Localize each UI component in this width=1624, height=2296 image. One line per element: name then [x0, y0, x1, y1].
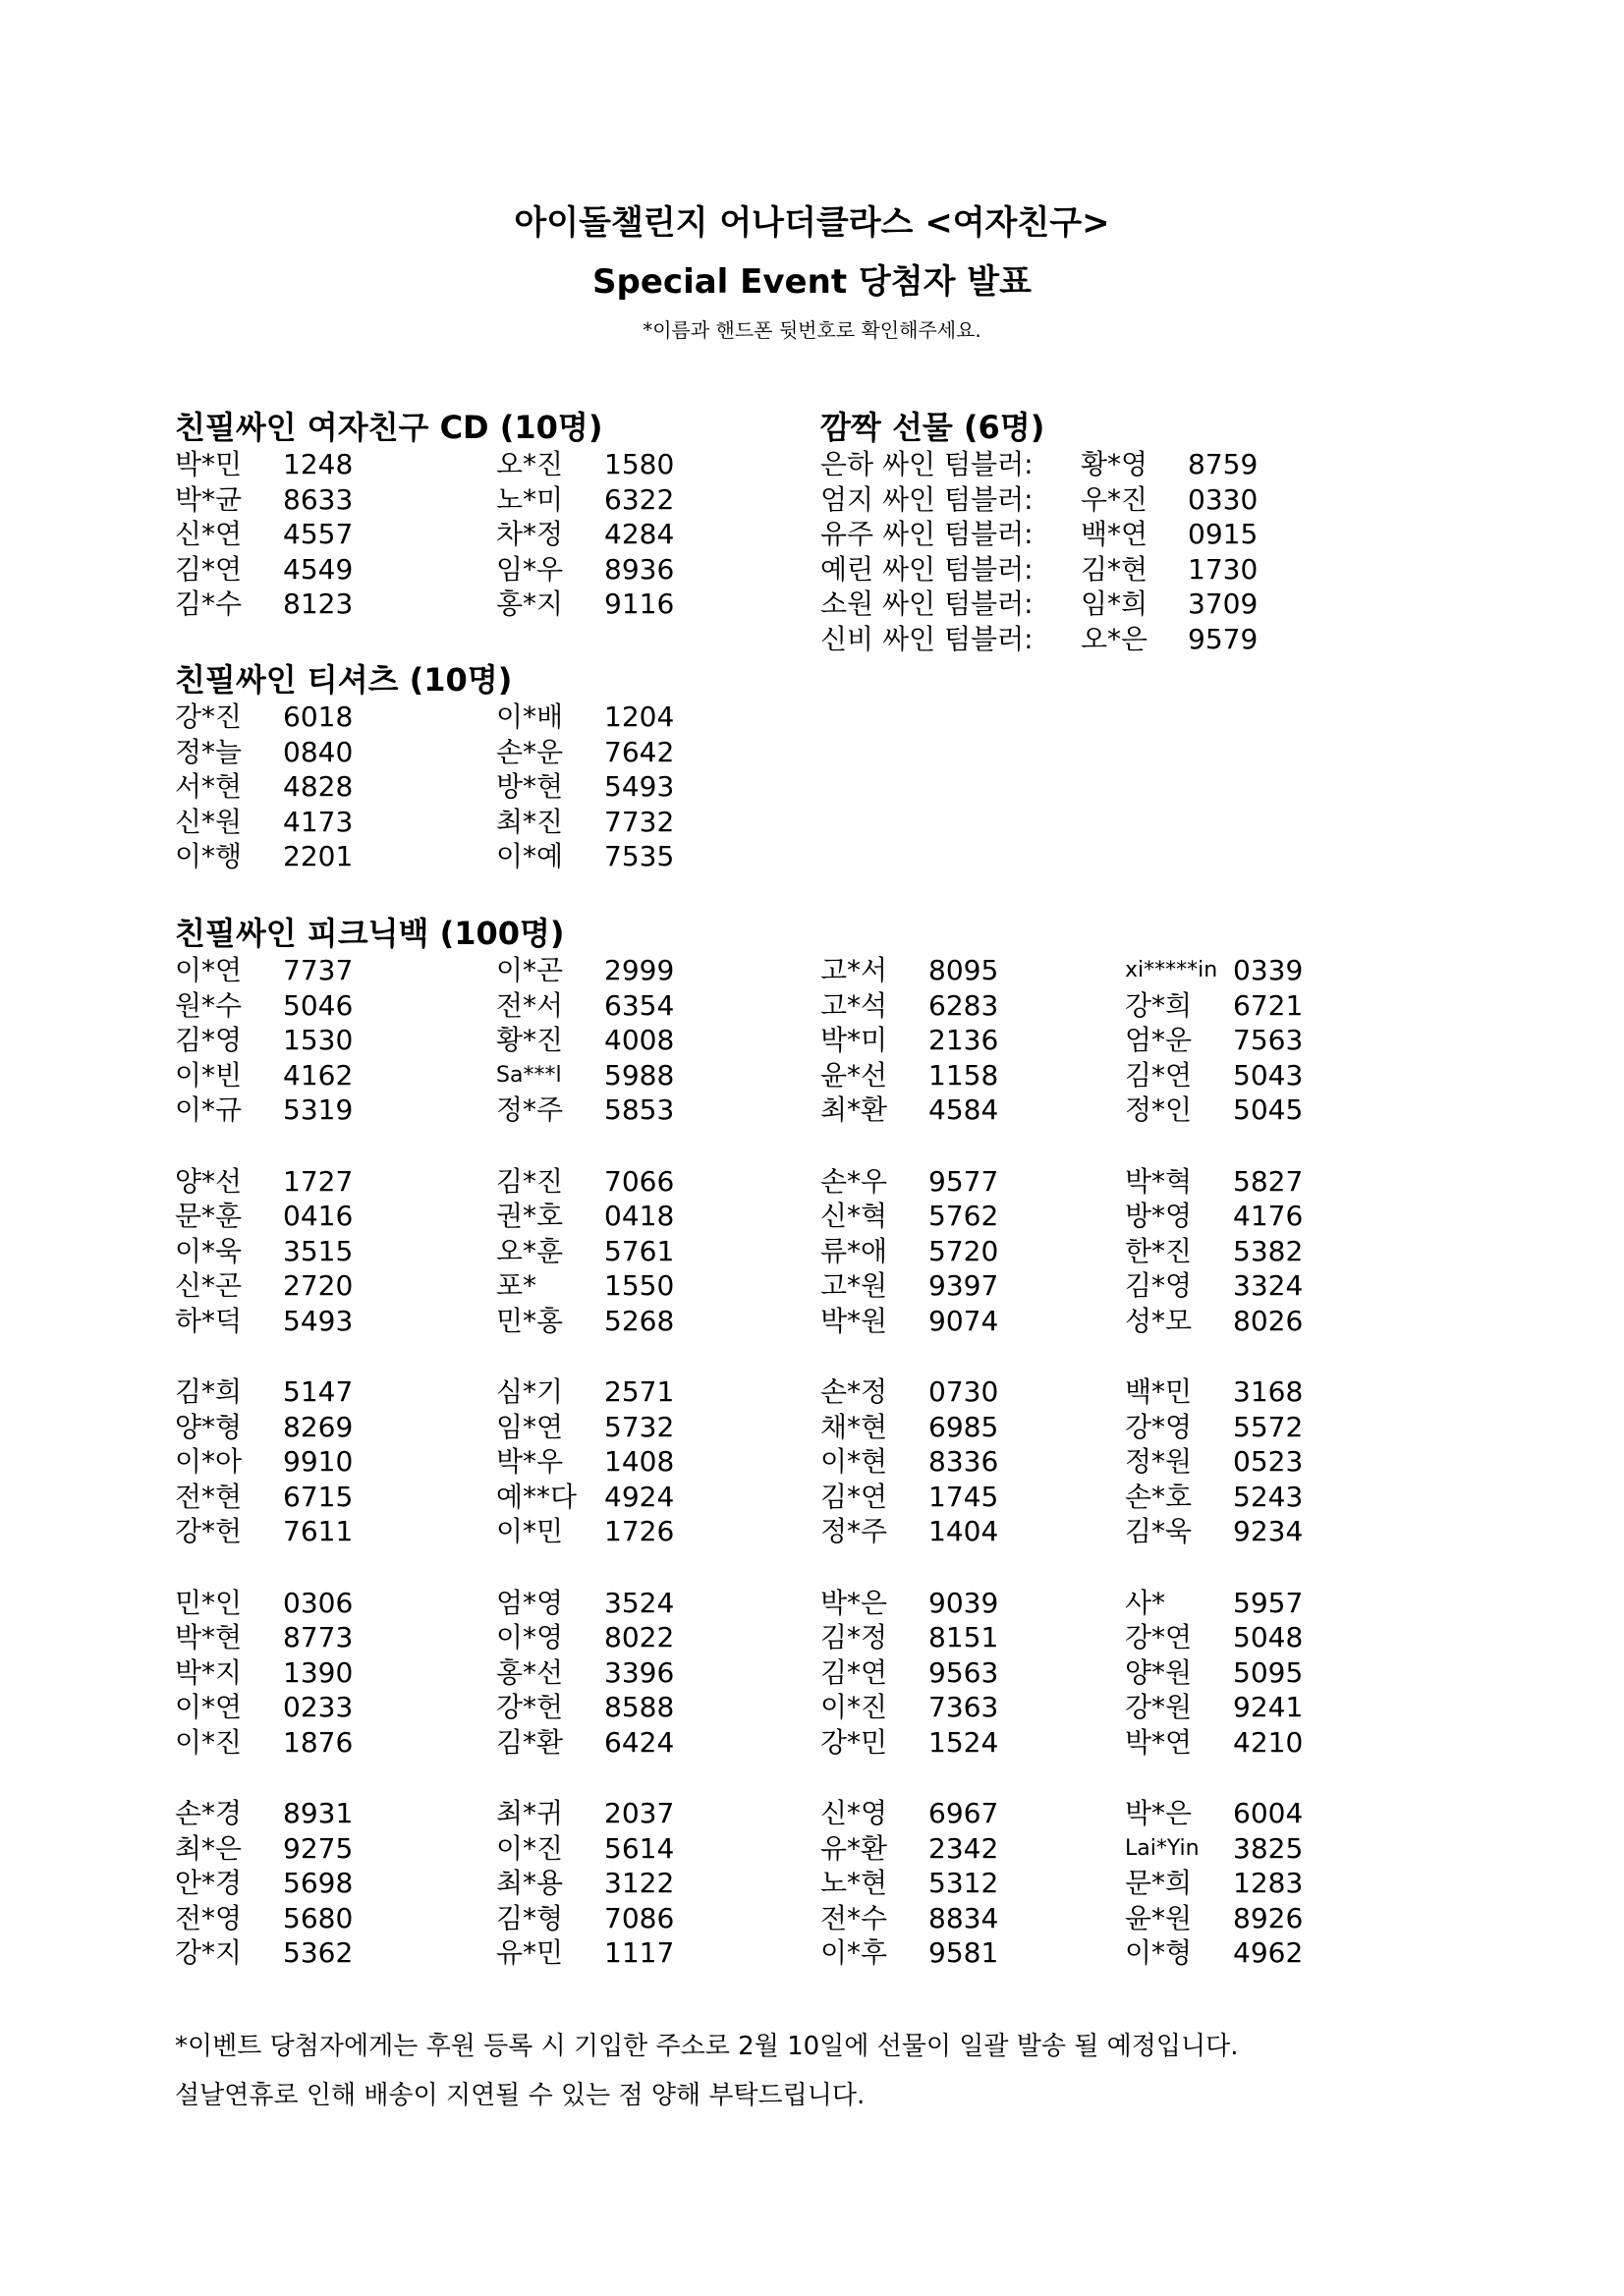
winner-name: 이*예: [496, 840, 564, 873]
phone-suffix: 4584: [928, 1093, 999, 1127]
phone-suffix: 2999: [604, 954, 675, 986]
phone-suffix: 5732: [604, 1410, 675, 1443]
winner-name: 김*영: [1125, 1269, 1193, 1303]
winner-name: 정*주: [496, 1093, 564, 1127]
winner-name: 서*현: [175, 770, 243, 804]
winner-name: 엄*영: [496, 1586, 564, 1619]
phone-suffix: 6715: [283, 1480, 354, 1513]
phone-suffix: 2037: [604, 1797, 675, 1829]
winner-name: 이*행: [175, 840, 243, 873]
winner-name: 이*진: [496, 1831, 564, 1865]
winner-name: 홍*지: [496, 588, 564, 621]
phone-suffix: 5614: [604, 1831, 675, 1865]
winner-name: 이*아: [175, 1445, 243, 1479]
phone-suffix: 0523: [1233, 1445, 1304, 1479]
phone-suffix: 9910: [283, 1445, 354, 1479]
phone-suffix: 8936: [604, 552, 675, 586]
winner-name: 양*원: [1125, 1655, 1193, 1689]
winner-name: 방*영: [1125, 1200, 1193, 1233]
winner-name: 강*희: [1125, 988, 1193, 1022]
phone-suffix: 8095: [928, 954, 999, 986]
phone-suffix: 0233: [283, 1691, 354, 1724]
winner-name: 홍*선: [496, 1655, 564, 1689]
winner-name: 최*은: [175, 1831, 243, 1865]
phone-suffix: 8834: [928, 1901, 999, 1934]
winner-name: 이*곤: [496, 954, 564, 986]
winner-name: xi*****in: [1125, 958, 1218, 982]
phone-suffix: 9039: [928, 1586, 999, 1619]
phone-suffix: 2201: [283, 840, 354, 873]
winner-name: 전*수: [820, 1901, 888, 1934]
phone-suffix: 8123: [283, 588, 354, 621]
phone-suffix: 1730: [1188, 552, 1259, 586]
phone-suffix: 2342: [928, 1831, 999, 1865]
winner-name: 임*희: [1081, 588, 1148, 621]
winner-name: 예**다: [496, 1480, 578, 1513]
phone-suffix: 2720: [283, 1269, 354, 1303]
phone-suffix: 4210: [1233, 1725, 1304, 1759]
gift-item: 유주 싸인 텀블러:: [820, 518, 1034, 551]
phone-suffix: 8022: [604, 1621, 675, 1654]
phone-suffix: 5046: [283, 988, 354, 1022]
winner-name: 김*영: [175, 1024, 243, 1057]
phone-suffix: 8336: [928, 1445, 999, 1479]
phone-suffix: 5362: [283, 1936, 354, 1970]
winner-name: 신*영: [820, 1797, 888, 1829]
phone-suffix: 5268: [604, 1304, 675, 1337]
phone-suffix: 1390: [283, 1655, 354, 1689]
phone-suffix: 5827: [1233, 1164, 1304, 1198]
winner-name: 김*연: [820, 1655, 888, 1689]
gift-item: 예린 싸인 텀블러:: [820, 552, 1034, 586]
winner-name: 최*진: [496, 805, 564, 838]
phone-suffix: 7732: [604, 805, 675, 838]
winner-name: 임*우: [496, 552, 564, 586]
winner-name: Sa***l: [496, 1062, 562, 1088]
phone-suffix: 4284: [604, 518, 675, 551]
phone-suffix: 9116: [604, 588, 675, 621]
winner-name: 박*우: [496, 1445, 564, 1479]
phone-suffix: 4176: [1233, 1200, 1304, 1233]
page-title-line1: 아이돌챌린지 어나더클라스 <여자친구>: [514, 203, 1110, 243]
winner-name: 정*원: [1125, 1445, 1193, 1479]
winner-name: 박*은: [1125, 1797, 1193, 1829]
phone-suffix: 0915: [1188, 518, 1259, 551]
phone-suffix: 1876: [283, 1725, 354, 1759]
phone-suffix: 4962: [1233, 1936, 1304, 1970]
phone-suffix: 9074: [928, 1304, 999, 1337]
gift-item: 은하 싸인 텀블러:: [820, 448, 1034, 480]
phone-suffix: 5493: [283, 1304, 354, 1337]
section-title-cd: 친필싸인 여자친구 CD (10명): [175, 409, 603, 446]
winner-name: 원*수: [175, 988, 243, 1022]
winner-name: 이*진: [820, 1691, 888, 1724]
phone-suffix: 5853: [604, 1093, 675, 1127]
phone-suffix: 0339: [1233, 954, 1304, 986]
winner-name: 양*형: [175, 1410, 243, 1443]
phone-suffix: 6018: [283, 700, 354, 733]
phone-suffix: 3396: [604, 1655, 675, 1689]
winner-name: 황*진: [496, 1024, 564, 1057]
phone-suffix: 6985: [928, 1410, 999, 1443]
phone-suffix: 8151: [928, 1621, 999, 1654]
winner-name: 김*환: [496, 1725, 564, 1759]
phone-suffix: 1524: [928, 1725, 999, 1759]
phone-suffix: 8926: [1233, 1901, 1304, 1934]
winner-name: 손*우: [820, 1164, 888, 1198]
phone-suffix: 7563: [1233, 1024, 1304, 1057]
winner-name: 문*희: [1125, 1867, 1193, 1900]
winner-name: 오*진: [496, 448, 564, 480]
phone-suffix: 5572: [1233, 1410, 1304, 1443]
footer-note-line2: 설날연휴로 인해 배송이 지연될 수 있는 점 양해 부탁드립니다.: [175, 2081, 866, 2110]
winner-name: 김*형: [496, 1901, 564, 1934]
phone-suffix: 6354: [604, 988, 675, 1022]
section-title-gift: 깜짝 선물 (6명): [820, 409, 1045, 446]
gift-item: 소원 싸인 텀블러:: [820, 588, 1034, 621]
phone-suffix: 5048: [1233, 1621, 1304, 1654]
phone-suffix: 6322: [604, 482, 675, 516]
winner-name: 강*헌: [496, 1691, 564, 1724]
phone-suffix: 5988: [604, 1058, 675, 1092]
phone-suffix: 5762: [928, 1200, 999, 1233]
winner-name: 백*연: [1081, 518, 1148, 551]
winner-name: 이*연: [175, 1691, 243, 1724]
winner-name: 김*욱: [1125, 1515, 1193, 1548]
winner-name: 엄*운: [1125, 1024, 1193, 1057]
winner-name: 박*은: [820, 1586, 888, 1619]
winner-name: 민*홍: [496, 1304, 564, 1337]
winner-name: 차*정: [496, 518, 564, 551]
phone-suffix: 5095: [1233, 1655, 1304, 1689]
winner-name: 이*연: [175, 954, 243, 986]
winner-name: 박*미: [820, 1024, 888, 1057]
phone-suffix: 1408: [604, 1445, 675, 1479]
phone-suffix: 5319: [283, 1093, 354, 1127]
winner-name: 박*현: [175, 1621, 243, 1654]
phone-suffix: 0730: [928, 1375, 999, 1408]
phone-suffix: 7737: [283, 954, 354, 986]
winner-name: 백*민: [1125, 1375, 1193, 1408]
winner-name: 고*서: [820, 954, 888, 986]
phone-suffix: 7363: [928, 1691, 999, 1724]
phone-suffix: 7642: [604, 735, 675, 768]
winner-name: 고*원: [820, 1269, 888, 1303]
phone-suffix: 9234: [1233, 1515, 1304, 1548]
phone-suffix: 7611: [283, 1515, 354, 1548]
phone-suffix: 5147: [283, 1375, 354, 1408]
phone-suffix: 8931: [283, 1797, 354, 1829]
winner-name: 김*진: [496, 1164, 564, 1198]
winner-name: 손*정: [820, 1375, 888, 1408]
phone-suffix: 5045: [1233, 1093, 1304, 1127]
phone-suffix: 3515: [283, 1234, 354, 1267]
phone-suffix: 4828: [283, 770, 354, 804]
winner-name: 방*현: [496, 770, 564, 804]
winner-name: 강*헌: [175, 1515, 243, 1548]
phone-suffix: 5382: [1233, 1234, 1304, 1267]
phone-suffix: 5243: [1233, 1480, 1304, 1513]
phone-suffix: 4557: [283, 518, 354, 551]
winner-name: 안*경: [175, 1867, 243, 1900]
phone-suffix: 4162: [283, 1058, 354, 1092]
phone-suffix: 1204: [604, 700, 675, 733]
winner-name: 오*훈: [496, 1234, 564, 1267]
phone-suffix: 8269: [283, 1410, 354, 1443]
winner-name: 강*지: [175, 1936, 243, 1970]
winner-name: 이*빈: [175, 1058, 243, 1092]
phone-suffix: 6283: [928, 988, 999, 1022]
winner-name: 우*진: [1081, 482, 1148, 516]
phone-suffix: 8633: [283, 482, 354, 516]
gift-item: 엄지 싸인 텀블러:: [820, 482, 1034, 516]
phone-suffix: 1283: [1233, 1867, 1304, 1900]
winner-name: Lai*Yin: [1125, 1835, 1200, 1861]
winner-name: 노*현: [820, 1867, 888, 1900]
phone-suffix: 8773: [283, 1621, 354, 1654]
phone-suffix: 0330: [1188, 482, 1259, 516]
phone-suffix: 7086: [604, 1901, 675, 1934]
phone-suffix: 3324: [1233, 1269, 1304, 1303]
phone-suffix: 0840: [283, 735, 354, 768]
phone-suffix: 5312: [928, 1867, 999, 1900]
phone-suffix: 9241: [1233, 1691, 1304, 1724]
winner-name: 박*민: [175, 448, 243, 480]
phone-suffix: 0306: [283, 1586, 354, 1619]
phone-suffix: 7535: [604, 840, 675, 873]
phone-suffix: 6424: [604, 1725, 675, 1759]
section-title-picnic: 친필싸인 피크닉백 (100명): [175, 915, 565, 952]
phone-suffix: 8759: [1188, 448, 1259, 480]
winner-name: 윤*원: [1125, 1901, 1193, 1934]
footer-note-line1: *이벤트 당첨자에게는 후원 등록 시 기입한 주소로 2월 10일에 선물이 일괄 발송 될 예정입니다.: [175, 2032, 1239, 2061]
phone-suffix: 1580: [604, 448, 675, 480]
winner-name: 김*현: [1081, 552, 1148, 586]
winner-name: 성*모: [1125, 1304, 1193, 1337]
winner-name: 유*환: [820, 1831, 888, 1865]
winner-name: 김*정: [820, 1621, 888, 1654]
phone-suffix: 6721: [1233, 988, 1304, 1022]
winner-name: 황*영: [1081, 448, 1148, 480]
winner-name: 김*연: [175, 552, 243, 586]
winner-name: 이*규: [175, 1093, 243, 1127]
winner-name: 강*민: [820, 1725, 888, 1759]
phone-suffix: 3524: [604, 1586, 675, 1619]
winner-name: 손*운: [496, 735, 564, 768]
phone-suffix: 1404: [928, 1515, 999, 1548]
phone-suffix: 1745: [928, 1480, 999, 1513]
phone-suffix: 4008: [604, 1024, 675, 1057]
winner-name: 정*주: [820, 1515, 888, 1548]
phone-suffix: 2571: [604, 1375, 675, 1408]
winner-name: 김*희: [175, 1375, 243, 1408]
winner-name: 심*기: [496, 1375, 564, 1408]
phone-suffix: 0418: [604, 1200, 675, 1233]
winner-name: 하*덕: [175, 1304, 243, 1337]
winner-name: 강*영: [1125, 1410, 1193, 1443]
winner-name: 이*영: [496, 1621, 564, 1654]
phone-suffix: 6967: [928, 1797, 999, 1829]
winner-name: 김*연: [820, 1480, 888, 1513]
winner-name: 최*용: [496, 1867, 564, 1900]
winner-name: 정*늘: [175, 735, 243, 768]
phone-suffix: 3825: [1233, 1831, 1304, 1865]
winner-name: 신*혁: [820, 1200, 888, 1233]
page-title-line2: Special Event 당첨자 발표: [592, 262, 1032, 302]
winner-name: 정*인: [1125, 1093, 1193, 1127]
winner-name: 노*미: [496, 482, 564, 516]
phone-suffix: 1117: [604, 1936, 675, 1970]
phone-suffix: 5043: [1233, 1058, 1304, 1092]
winner-name: 이*욱: [175, 1234, 243, 1267]
phone-suffix: 1727: [283, 1164, 354, 1198]
phone-suffix: 1248: [283, 448, 354, 480]
winner-name: 강*진: [175, 700, 243, 733]
phone-suffix: 3168: [1233, 1375, 1304, 1408]
winner-name: 박*연: [1125, 1725, 1193, 1759]
winner-name: 고*석: [820, 988, 888, 1022]
phone-suffix: 6004: [1233, 1797, 1304, 1829]
winner-name: 임*연: [496, 1410, 564, 1443]
winner-name: 박*원: [820, 1304, 888, 1337]
phone-suffix: 5493: [604, 770, 675, 804]
winner-name: 박*혁: [1125, 1164, 1193, 1198]
phone-suffix: 9397: [928, 1269, 999, 1303]
phone-suffix: 5720: [928, 1234, 999, 1267]
phone-suffix: 4549: [283, 552, 354, 586]
phone-suffix: 5957: [1233, 1586, 1304, 1619]
phone-suffix: 7066: [604, 1164, 675, 1198]
winner-name: 최*환: [820, 1093, 888, 1127]
winner-name: 김*연: [1125, 1058, 1193, 1092]
winner-name: 채*현: [820, 1410, 888, 1443]
winner-name: 신*곤: [175, 1269, 243, 1303]
winner-name: 강*연: [1125, 1621, 1193, 1654]
winner-name: 신*원: [175, 805, 243, 838]
phone-suffix: 1530: [283, 1024, 354, 1057]
phone-suffix: 4924: [604, 1480, 675, 1513]
winner-name: 이*배: [496, 700, 564, 733]
winner-name: 전*영: [175, 1901, 243, 1934]
phone-suffix: 0416: [283, 1200, 354, 1233]
winner-name: 전*서: [496, 988, 564, 1022]
winner-name: 신*연: [175, 518, 243, 551]
section-title-tshirt: 친필싸인 티셔츠 (10명): [175, 661, 513, 699]
winner-name: 이*형: [1125, 1936, 1193, 1970]
winner-name: 양*선: [175, 1164, 243, 1198]
instruction-note: *이름과 핸드폰 뒷번호로 확인해주세요.: [643, 318, 981, 342]
winner-name: 이*진: [175, 1725, 243, 1759]
winner-name: 포*: [496, 1269, 537, 1303]
winner-name: 강*원: [1125, 1691, 1193, 1724]
winner-name: 류*애: [820, 1234, 888, 1267]
winner-name: 사*: [1125, 1586, 1166, 1619]
phone-suffix: 9579: [1188, 623, 1259, 655]
phone-suffix: 4173: [283, 805, 354, 838]
winner-name: 이*현: [820, 1445, 888, 1479]
phone-suffix: 3709: [1188, 588, 1259, 621]
phone-suffix: 9275: [283, 1831, 354, 1865]
winner-name: 이*민: [496, 1515, 564, 1548]
phone-suffix: 9563: [928, 1655, 999, 1689]
phone-suffix: 5761: [604, 1234, 675, 1267]
winner-name: 이*후: [820, 1936, 888, 1970]
winner-name: 김*수: [175, 588, 243, 621]
winner-name: 최*귀: [496, 1797, 564, 1829]
phone-suffix: 2136: [928, 1024, 999, 1057]
phone-suffix: 8588: [604, 1691, 675, 1724]
winner-name: 한*진: [1125, 1234, 1193, 1267]
winner-name: 손*호: [1125, 1480, 1193, 1513]
phone-suffix: 1726: [604, 1515, 675, 1548]
winner-name: 문*훈: [175, 1200, 243, 1233]
winner-name: 박*균: [175, 482, 243, 516]
phone-suffix: 1158: [928, 1058, 999, 1092]
phone-suffix: 5698: [283, 1867, 354, 1900]
phone-suffix: 5680: [283, 1901, 354, 1934]
gift-item: 신비 싸인 텀블러:: [820, 623, 1034, 655]
phone-suffix: 9577: [928, 1164, 999, 1198]
winner-name: 손*경: [175, 1797, 243, 1829]
winner-name: 박*지: [175, 1655, 243, 1689]
phone-suffix: 3122: [604, 1867, 675, 1900]
winner-name: 유*민: [496, 1936, 564, 1970]
winner-name: 민*인: [175, 1586, 243, 1619]
phone-suffix: 9581: [928, 1936, 999, 1970]
phone-suffix: 8026: [1233, 1304, 1304, 1337]
winner-name: 오*은: [1081, 623, 1148, 655]
winner-name: 권*호: [496, 1200, 564, 1233]
phone-suffix: 1550: [604, 1269, 675, 1303]
winner-name: 윤*선: [820, 1058, 888, 1092]
winner-name: 전*현: [175, 1480, 243, 1513]
